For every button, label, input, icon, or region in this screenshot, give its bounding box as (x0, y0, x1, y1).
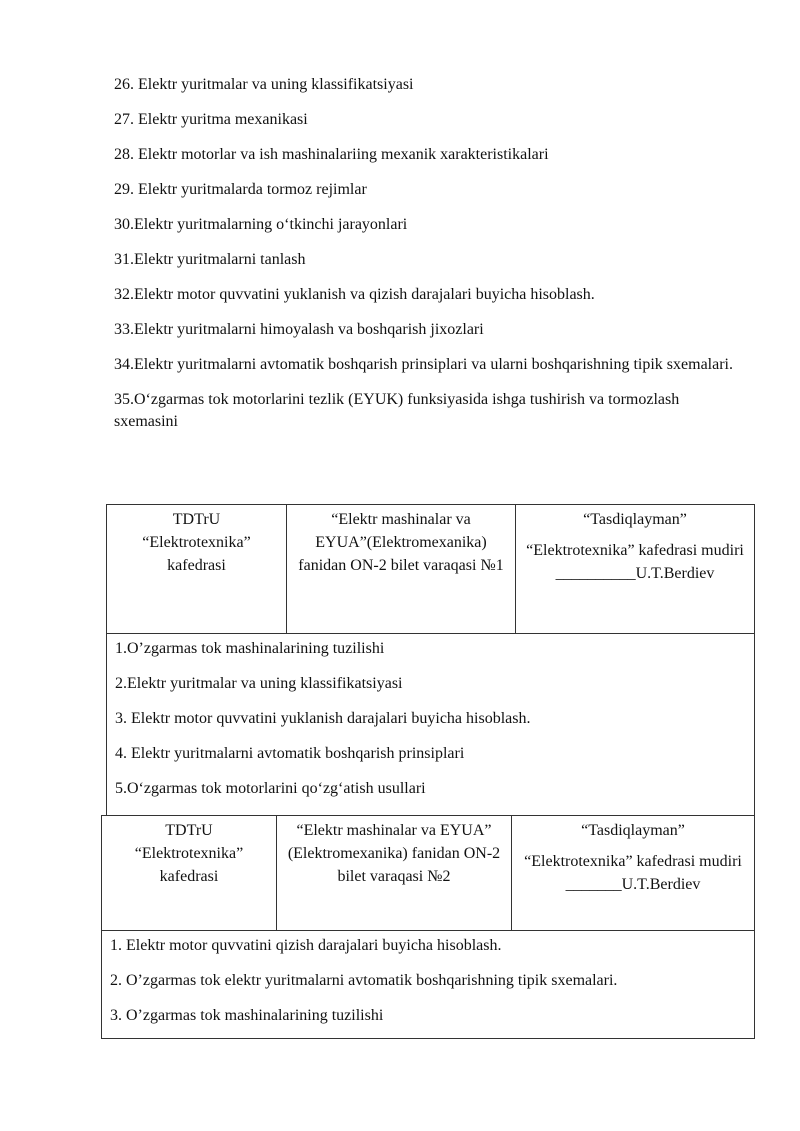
question-item: 2.Elektr yuritmalar va uning klassifikatsiyasi (115, 675, 403, 692)
university-name: TDTrU (165, 822, 213, 839)
ticket-header (107, 505, 754, 634)
department-label: kafedrasi (159, 868, 219, 885)
question-item: 2. O’zgarmas tok elektr yuritmalarni avtomatik boshqarishning tipik sxemalari. (110, 972, 618, 989)
university-cell (107, 505, 286, 633)
topic-item: 35.O‘zgarmas tok motorlarini tezlik (EYUK) funksiyasida ishga tushirish va tormozlash sxemasini (114, 391, 680, 430)
ticket-subject: “Elektr mashinalar va EYUA”(Elektromexanika) fanidan ON-2 bilet varaqasi №1 (298, 511, 504, 574)
university-name: TDTrU (172, 511, 221, 528)
department-label: kafedrasi (167, 557, 226, 574)
topic-list (114, 74, 734, 446)
topic-item: 26. Elektr yuritmalar va uning klassifikatsiyasi (114, 76, 414, 93)
approval-title: “Tasdiqlayman” (583, 511, 687, 528)
topic-item: 33.Elektr yuritmalarni himoyalash va boshqarish jixozlari (114, 321, 484, 338)
exam-ticket-1 (106, 504, 755, 816)
subject-cell (286, 505, 515, 633)
topic-item: 28. Elektr motorlar va ish mashinalariing mexanik xarakteristikalari (114, 146, 549, 163)
topic-item: 29. Elektr yuritmalarda tormoz rejimlar (114, 181, 367, 198)
question-item: 3. Elektr motor quvvatini yuklanish darajalari buyicha hisoblash. (115, 710, 531, 727)
topic-item: 32.Elektr motor quvvatini yuklanish va qizish darajalari buyicha hisoblash. (114, 286, 595, 303)
university-cell (102, 816, 276, 930)
topic-item: 27. Elektr yuritma mexanikasi (114, 111, 308, 128)
question-item: 3. O’zgarmas tok mashinalarining tuzilishi (110, 1007, 384, 1024)
approval-cell (511, 816, 754, 930)
ticket-questions (102, 931, 754, 1044)
ticket-questions (107, 634, 754, 817)
approval-signature: “Elektrotexnika” kafedrasi mudiri __________U.T.Berdiev (526, 542, 744, 582)
topic-item: 34.Elektr yuritmalarni avtomatik boshqarish prinsiplari va ularni boshqarishning tipik sxemalari. (114, 356, 733, 373)
department-name: “Elektrotexnika” (134, 845, 244, 862)
topic-item: 30.Elektr yuritmalarning o‘tkinchi jarayonlari (114, 216, 408, 233)
department-name: “Elektrotexnika” (142, 534, 251, 551)
ticket-header (102, 816, 754, 931)
exam-ticket-2 (101, 815, 755, 1039)
ticket-subject: “Elektr mashinalar va EYUA” (Elektromexanika) fanidan ON-2 bilet varaqasi №2 (287, 822, 501, 885)
approval-title: “Tasdiqlayman” (581, 822, 685, 839)
topic-item: 31.Elektr yuritmalarni tanlash (114, 251, 306, 268)
approval-cell (515, 505, 754, 633)
question-item: 1.O’zgarmas tok mashinalarining tuzilishi (115, 640, 385, 657)
subject-cell (276, 816, 511, 930)
question-item: 5.O‘zgarmas tok motorlarini qo‘zg‘atish usullari (115, 780, 426, 797)
approval-signature: “Elektrotexnika” kafedrasi mudiri _______U.T.Berdiev (524, 853, 742, 893)
question-item: 4. Elektr yuritmalarni avtomatik boshqarish prinsiplari (115, 745, 465, 762)
question-item: 1. Elektr motor quvvatini qizish darajalari buyicha hisoblash. (110, 937, 502, 954)
